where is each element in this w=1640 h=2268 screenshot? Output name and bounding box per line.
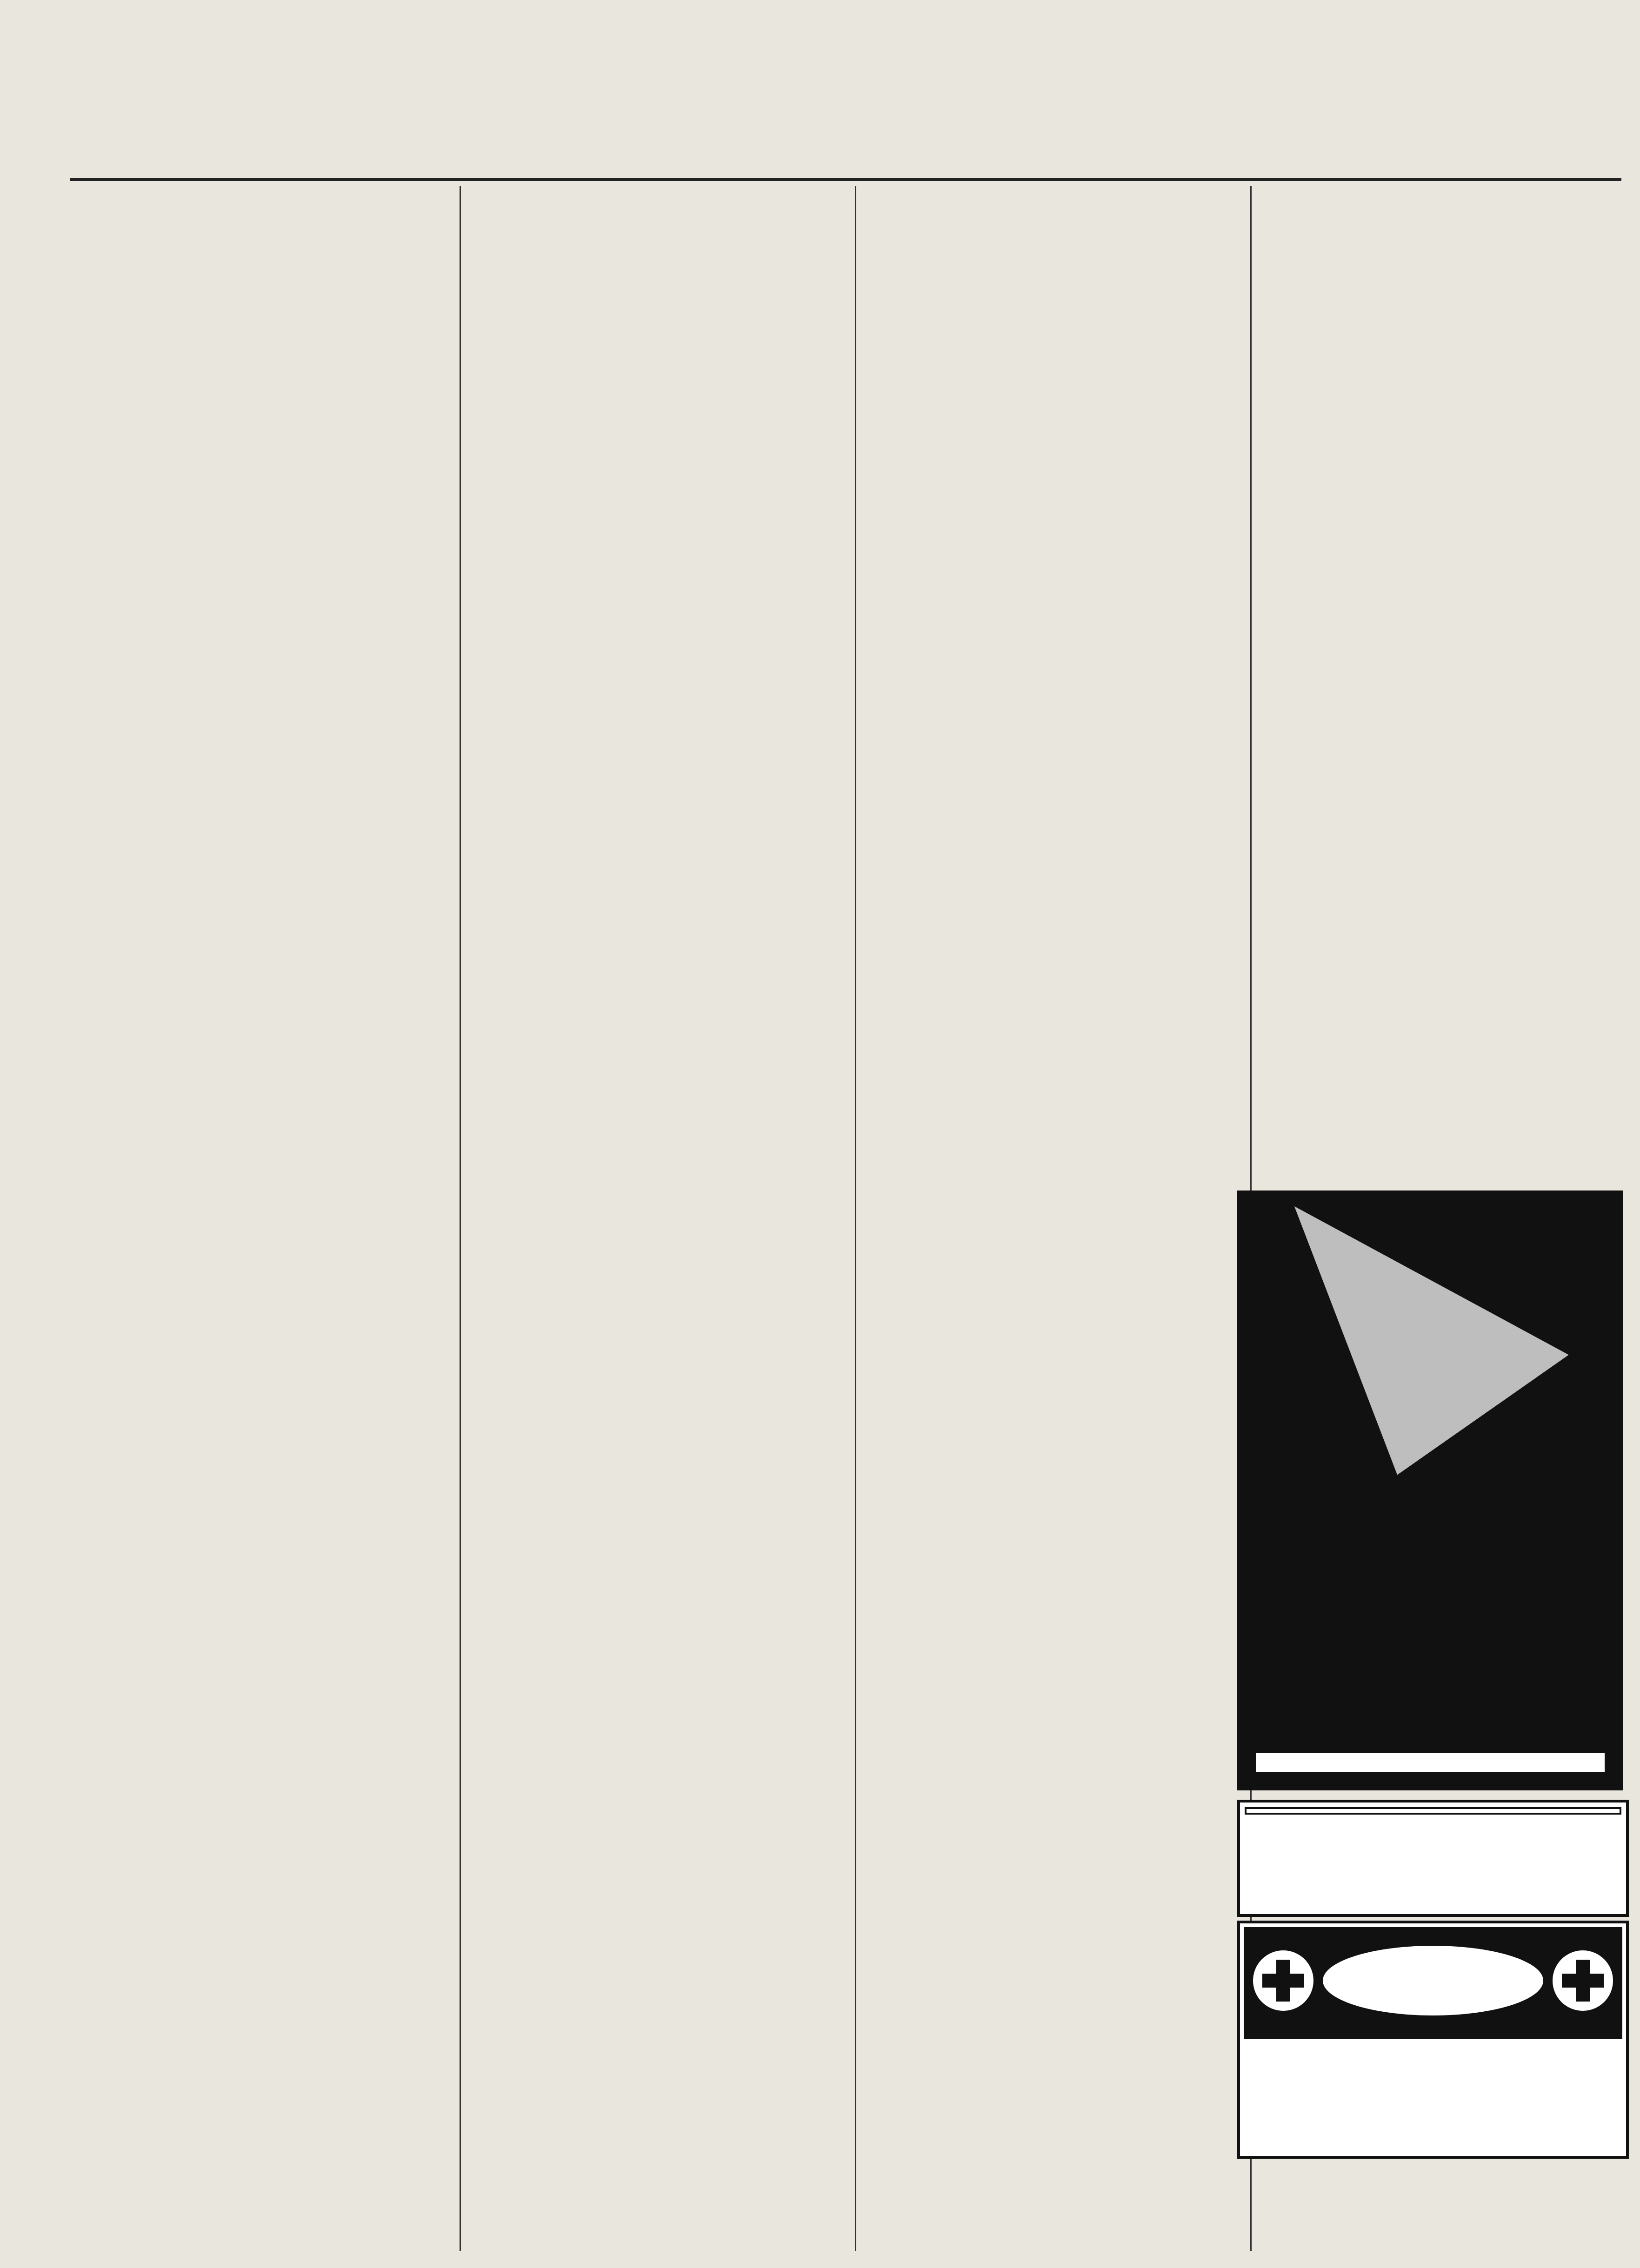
column-4 [1256, 186, 1623, 1177]
palaba-copy [1256, 1753, 1605, 1772]
column-2 [465, 186, 851, 2251]
sanatorium-advertisement [1237, 1800, 1629, 1917]
column-rule [855, 186, 856, 2251]
olla-brand [1323, 1946, 1543, 2015]
red-cross-icon [1553, 1950, 1613, 2011]
olla-banner [1244, 1927, 1622, 2039]
flashlight-beam-icon [1237, 1191, 1569, 1475]
column-1 [70, 186, 456, 2251]
palaba-advertisement [1237, 1191, 1623, 1790]
sanatorium-title [1245, 1807, 1621, 1815]
column-3 [860, 186, 1247, 2251]
olla-advertisement [1237, 1921, 1629, 2159]
red-cross-icon [1253, 1950, 1313, 2011]
page-header [70, 142, 1621, 181]
column-rule [460, 186, 461, 2251]
